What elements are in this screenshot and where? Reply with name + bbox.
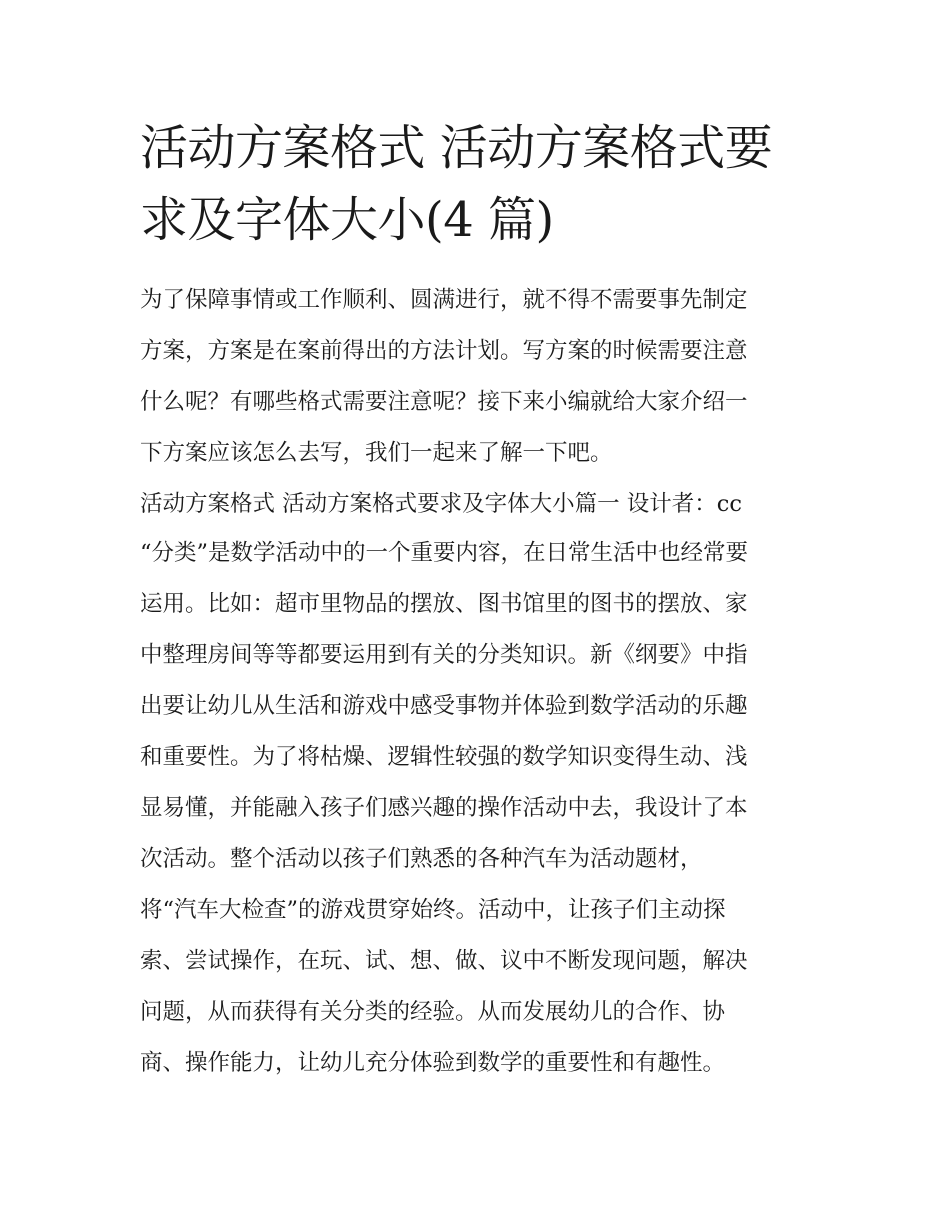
body-line-11: 商、操作能力，让幼儿充分体验到数学的重要性和有趣性。 — [140, 1050, 726, 1076]
body-line-10: 问题，从而获得有关分类的经验。从而发展幼儿的合作、协 — [140, 999, 726, 1025]
body-line-7: 次活动。整个活动以孩子们熟悉的各种汽车为活动题材， — [140, 846, 703, 872]
intro-line-3: 什么呢？有哪些格式需要注意呢？接下来小编就给大家介绍一 — [140, 389, 748, 415]
body-line-8: 将“汽车大检查”的游戏贯穿始终。活动中，让孩子们主动探 — [140, 897, 726, 923]
document-title — [140, 112, 820, 256]
body-line-5: 和重要性。为了将枯燥、逻辑性较强的数学知识变得生动、浅 — [140, 744, 748, 770]
body-line-1: “分类”是数学活动中的一个重要内容，在日常生活中也经常要 — [140, 540, 749, 566]
body-line-4: 出要让幼儿从生活和游戏中感受事物并体验到数学活动的乐趣 — [140, 693, 748, 719]
body-line-2: 运用。比如：超市里物品的摆放、图书馆里的图书的摆放、家 — [140, 591, 748, 617]
title-line-1: 活动方案格式 活动方案格式要 — [140, 120, 773, 176]
intro-line-4: 下方案应该怎么去写，我们一起来了解一下吧。 — [140, 440, 613, 466]
intro-line-2: 方案，方案是在案前得出的方法计划。写方案的时候需要注意 — [140, 338, 748, 364]
title-line-2: 求及字体大小(4 篇) — [140, 192, 554, 248]
body-line-6: 显易懂，并能融入孩子们感兴趣的操作活动中去，我设计了本 — [140, 795, 748, 821]
section-heading: 活动方案格式 活动方案格式要求及字体大小篇一 设计者：cc — [140, 491, 743, 517]
body-line-9: 索、尝试操作，在玩、试、想、做、议中不断发现问题，解决 — [140, 948, 748, 974]
intro-line-1: 为了保障事情或工作顺利、圆满进行，就不得不需要事先制定 — [140, 287, 748, 313]
body-line-3: 中整理房间等等都要运用到有关的分类知识。新《纲要》中指 — [140, 642, 748, 668]
